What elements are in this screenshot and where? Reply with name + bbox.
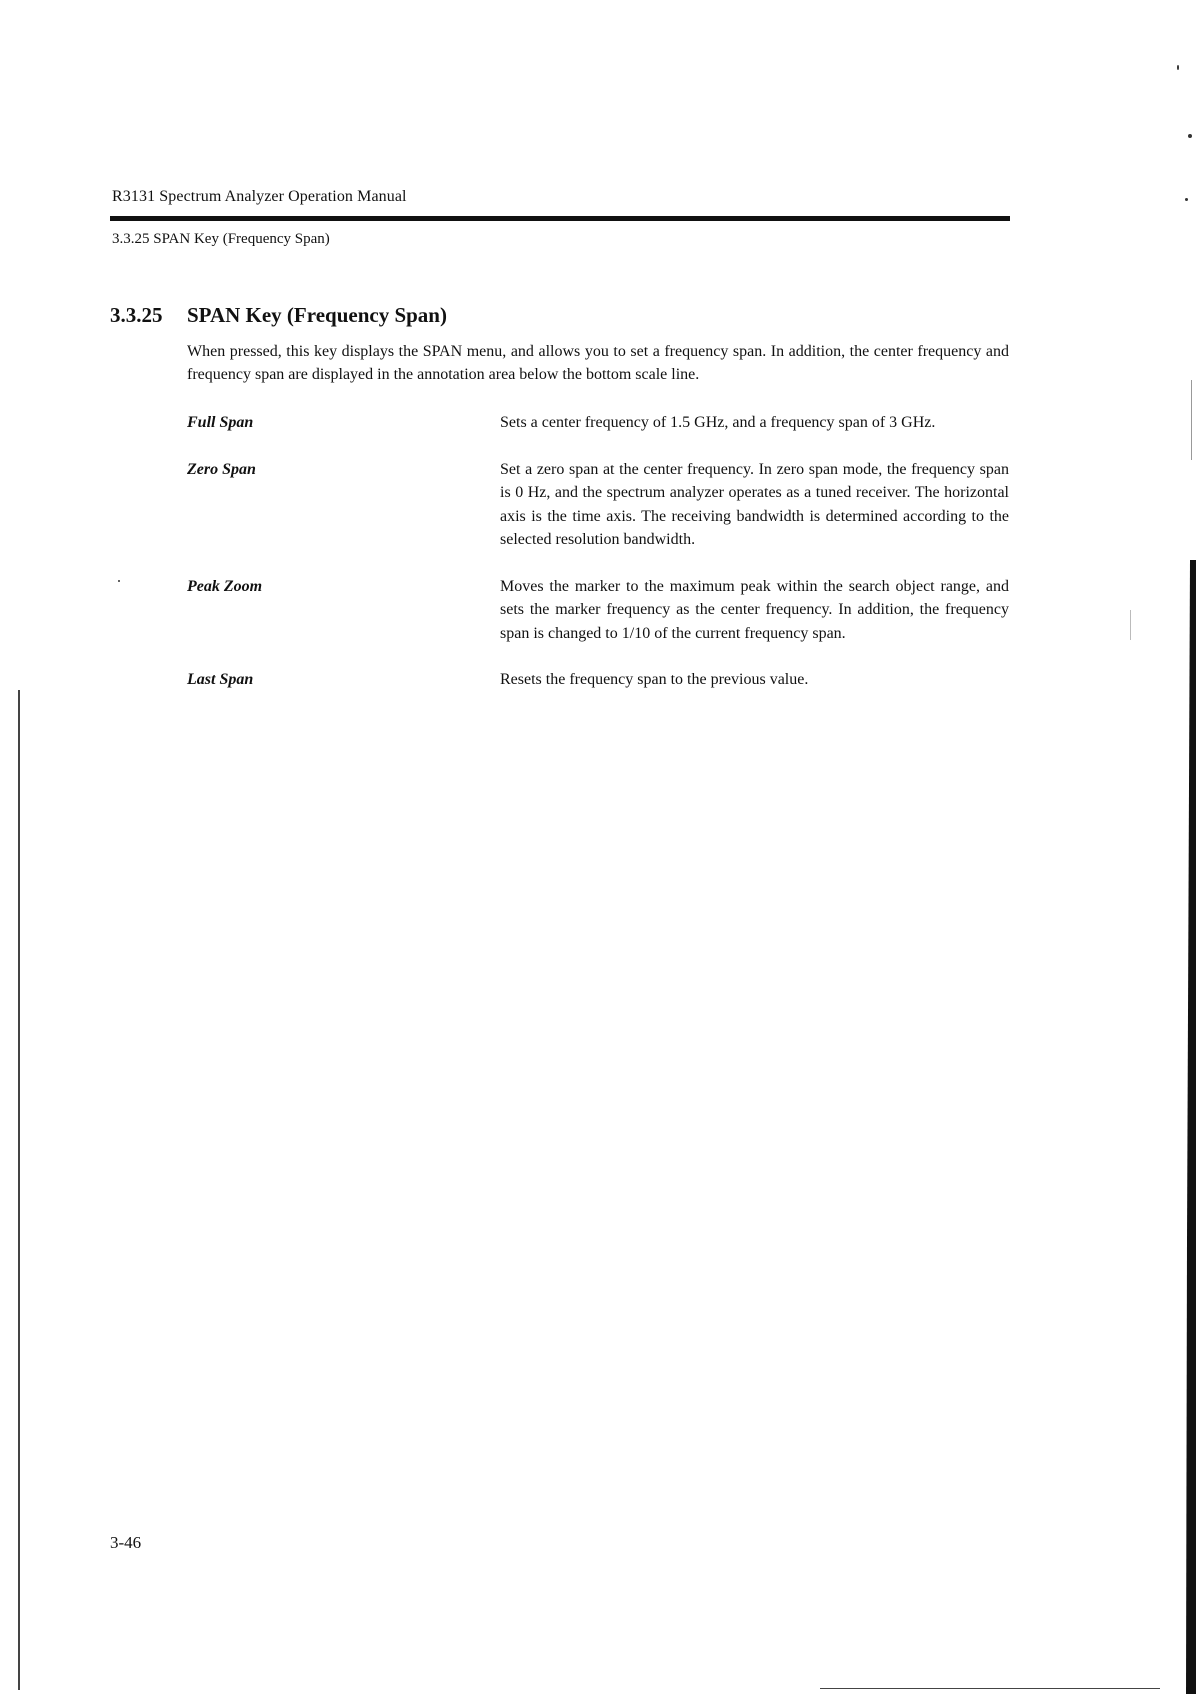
definition-description: Moves the marker to the maximum peak within the search object range, and sets the marker frequency as the center frequency. In addition, the frequency span is changed to 1/10 of the current frequency span. — [500, 577, 1009, 642]
header-rule — [110, 216, 1010, 221]
scan-mark — [1191, 380, 1192, 460]
definition-term: Full Span — [187, 414, 254, 431]
definition-item — [187, 458, 1009, 552]
section-number: 3.3.25 — [110, 303, 163, 327]
running-section: 3.3.25 SPAN Key (Frequency Span) — [112, 231, 330, 247]
definition-term: Zero Span — [187, 460, 256, 478]
scan-speck — [1188, 134, 1192, 138]
definition-item — [187, 575, 1009, 646]
section-heading — [110, 303, 447, 328]
definition-term: Peak Zoom — [187, 577, 263, 595]
scan-line-left — [18, 690, 20, 1690]
definition-description: Resets the frequency span to the previous value. — [500, 671, 809, 688]
definition-list — [187, 411, 1009, 715]
definition-item — [187, 668, 1009, 692]
definition-description: Sets a center frequency of 1.5 GHz, and a frequency span of 3 GHz. — [500, 414, 936, 431]
scan-line-bottom — [820, 1688, 1160, 1689]
scan-edge-right — [1186, 560, 1196, 1694]
running-title: R3131 Spectrum Analyzer Operation Manual — [112, 188, 407, 205]
scan-speck — [118, 580, 120, 582]
scan-mark — [1130, 610, 1131, 640]
definition-item — [187, 411, 1009, 435]
scan-speck — [1177, 65, 1179, 70]
definition-term: Last Span — [187, 671, 254, 688]
section-title: SPAN Key (Frequency Span) — [187, 303, 447, 327]
definition-description: Set a zero span at the center frequency. In zero span mode, the frequency span is 0 Hz, and the spectrum analyzer operates as a tuned receiver. The horizontal axis is the time axis. The receiving bandwidth is determined according to the selected resolution bandwidth. — [500, 460, 1009, 548]
page-number: 3-46 — [110, 1533, 142, 1552]
section-intro: When pressed, this key displays the SPAN menu, and allows you to set a frequency span. In addition, the center frequency and frequency span are displayed in the annotation area below the bottom scale line. — [187, 343, 1009, 383]
scan-speck — [1185, 198, 1188, 201]
